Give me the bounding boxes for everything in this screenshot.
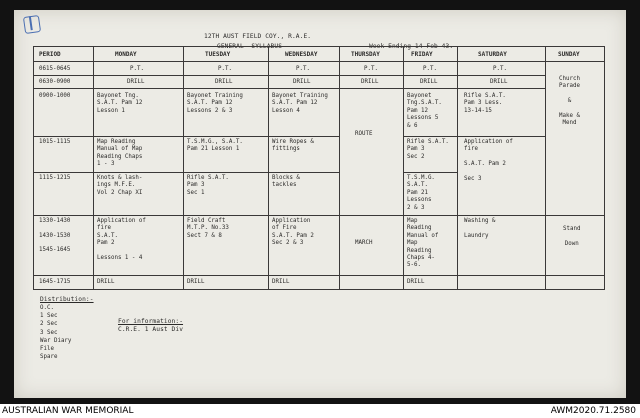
period-label: 1330-1430	[39, 218, 71, 224]
information-label: For information:-	[118, 318, 184, 325]
period-label: 0630-0900	[39, 79, 71, 85]
cell-sat-1015: Application of fire S.A.T. Pam 2 Sec 3	[464, 139, 513, 183]
archive-caption	[0, 404, 640, 418]
cell-mon-1330: Application of fire S.A.T. Pam 2 Lessons 1 - 4	[97, 218, 146, 262]
col-period: PERIOD	[39, 51, 61, 58]
cell-tue-1645: DRILL	[187, 279, 205, 285]
distribution-label: Distribution:-	[40, 296, 94, 303]
cell-tue-drill: DRILL	[215, 79, 233, 85]
cell-fri-pt: P.T.	[423, 66, 437, 72]
period-label: 1545-1645	[39, 247, 71, 253]
period-label: 1430-1530	[39, 233, 71, 239]
cell-thu-march: MARCH	[355, 240, 373, 246]
archive-name: AUSTRALIAN WAR MEMORIAL	[2, 406, 134, 416]
cell-sun-church: Church Parade & Make & Mend	[559, 76, 580, 127]
cell-tue-1015: T.S.M.G., S.A.T. Pam 21 Lesson 1	[187, 139, 243, 153]
cell-mon-1015: Map Reading Manual of Map Reading Chaps 1 - 3	[97, 139, 143, 168]
col-friday: FRIDAY	[411, 51, 433, 58]
information-recipient: C.R.E. 1 Aust Div	[118, 326, 184, 333]
cell-mon-pt: P.T.	[130, 66, 144, 72]
cell-thu-drill: DRILL	[361, 79, 379, 85]
cell-wed-1015: Wire Ropes & fittings	[272, 139, 314, 153]
period-label: 1645-1715	[39, 279, 71, 285]
cell-wed-1645: DRILL	[272, 279, 290, 285]
col-sunday: SUNDAY	[558, 51, 580, 58]
col-saturday: SATURDAY	[478, 51, 507, 58]
cell-thu-route: ROUTE	[355, 131, 373, 137]
cell-wed-0900: Bayonet Training S.A.T. Pam 12 Lesson 4	[272, 93, 328, 114]
cell-mon-drill: DRILL	[127, 79, 145, 85]
cell-sun-1330: Stand Down	[563, 226, 581, 247]
cell-fri-1115: T.S.M.G. S.A.T. Pam 21 Lessons 2 & 3	[407, 175, 435, 211]
period-label: 0900-1000	[39, 93, 71, 99]
cell-wed-drill: DRILL	[293, 79, 311, 85]
col-wednesday: WEDNESDAY	[285, 51, 318, 58]
unit-name: 12TH AUST FIELD COY., R.A.E.	[204, 33, 312, 40]
blue-pencil-mark	[23, 15, 41, 34]
cell-tue-1330: Field Craft M.T.P. No.33 Sect 7 & 8	[187, 218, 229, 239]
cell-mon-1645: DRILL	[97, 279, 115, 285]
distribution-list: O.C. 1 Sec 2 Sec 3 Sec War Diary File Spare	[40, 305, 72, 361]
timetable-grid	[33, 46, 605, 290]
cell-fri-1330: Map Reading Manual of Map Reading Chaps 4- 5-6.	[407, 218, 439, 269]
cell-sat-pt: P.T.	[493, 66, 507, 72]
cell-fri-1645: DRILL	[407, 279, 425, 285]
cell-fri-0900: Bayonet Tng.S.A.T. Pam 12 Lessons 5 & 6	[407, 93, 442, 129]
col-monday: MONDAY	[115, 51, 137, 58]
cell-fri-drill: DRILL	[420, 79, 438, 85]
cell-sat-drill: DRILL	[490, 79, 508, 85]
accession-number: AWM2020.71.2580	[550, 406, 636, 416]
cell-wed-pt: P.T.	[296, 66, 310, 72]
cell-fri-1015: Rifle S.A.T. Pam 3 Sec 2	[407, 139, 449, 160]
col-tuesday: TUESDAY	[205, 51, 231, 58]
cell-mon-0900: Bayonet Tng. S.A.T. Pam 12 Lesson 1	[97, 93, 143, 114]
cell-wed-1115: Blocks & tackles	[272, 175, 300, 189]
cell-tue-0900: Bayonet Training S.A.T. Pam 12 Lessons 2 & 3	[187, 93, 243, 114]
period-label: 0615-0645	[39, 66, 71, 72]
cell-sat-1330: Washing & Laundry	[464, 218, 496, 239]
cell-thu-pt: P.T.	[364, 66, 378, 72]
cell-wed-1330: Application of Fire S.A.T. Pam 2 Sec 2 & 3	[272, 218, 314, 247]
cell-sat-0900: Rifle S.A.T. Pam 3 Less. 13-14-15	[464, 93, 506, 114]
col-thursday: THURSDAY	[351, 51, 380, 58]
cell-tue-pt: P.T.	[218, 66, 232, 72]
cell-mon-1115: Knots & lash- ings M.F.E. Vol 2 Chap XI	[97, 175, 143, 196]
cell-tue-1115: Rifle S.A.T. Pam 3 Sec 1	[187, 175, 229, 196]
period-label: 1015-1115	[39, 139, 71, 145]
period-label: 1115-1215	[39, 175, 71, 181]
